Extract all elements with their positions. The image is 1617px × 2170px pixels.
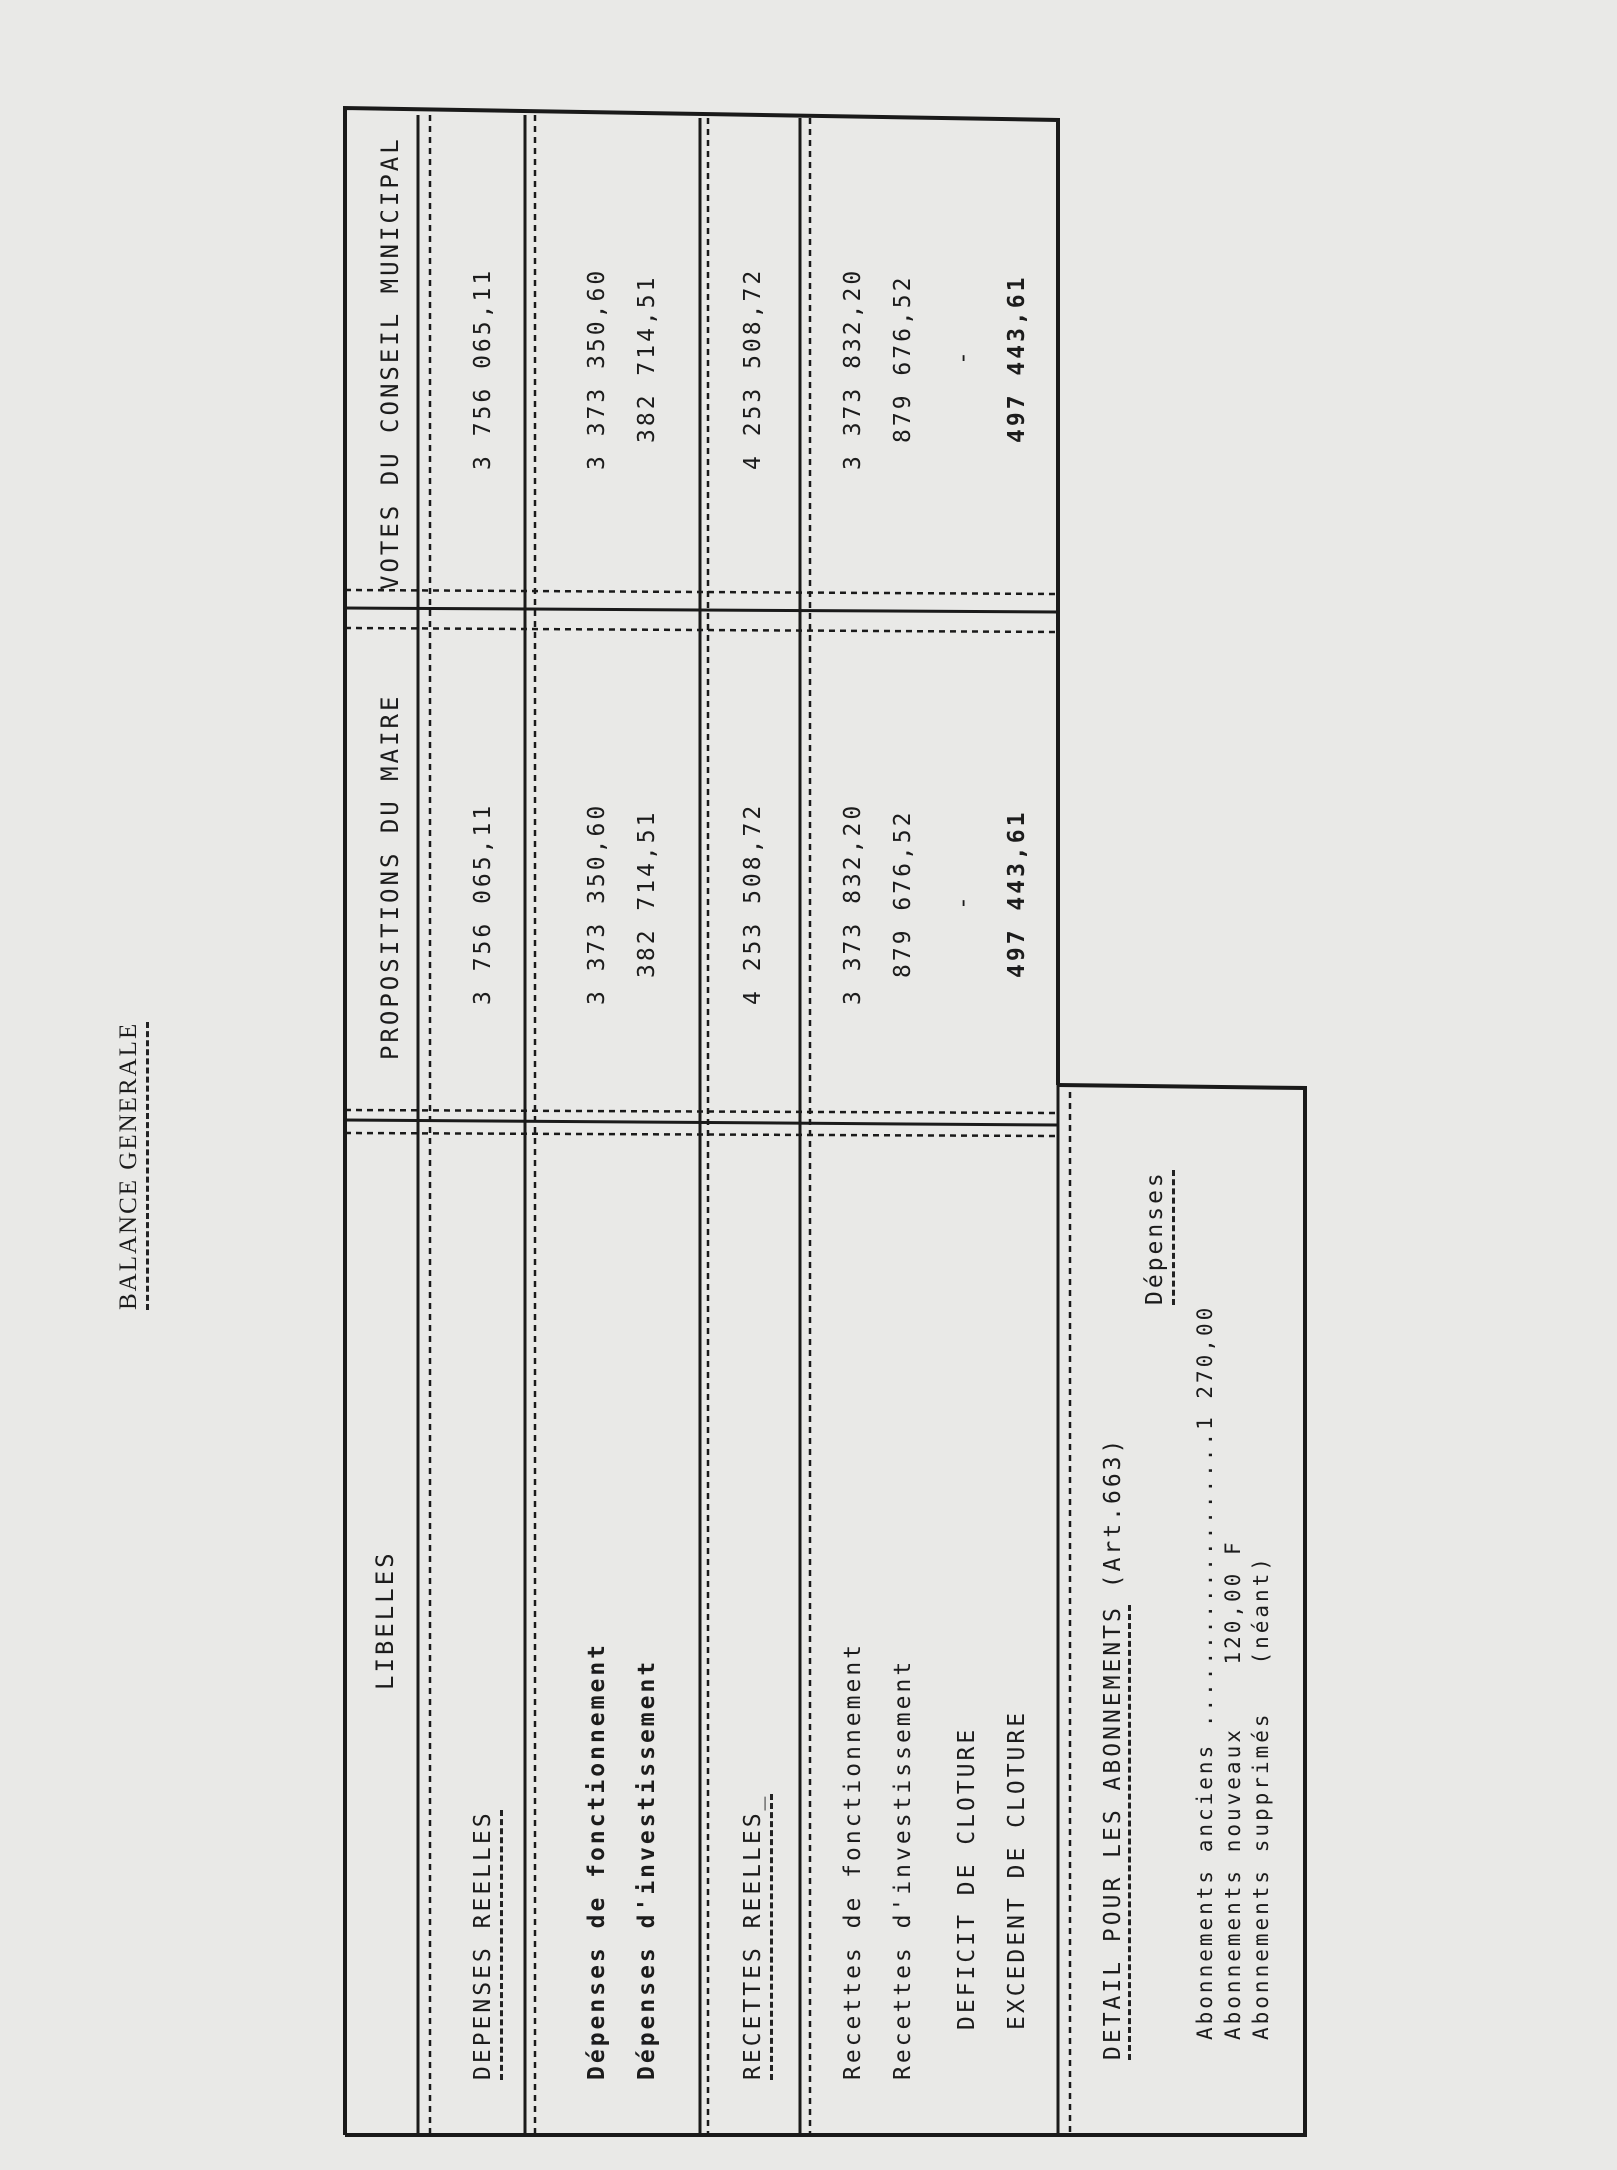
label-deficit: DEFICIT DE CLOTURE: [954, 1726, 980, 2030]
conseil-depenses-reelles: 3 756 065,11: [470, 267, 496, 470]
maire-deficit: -: [950, 893, 976, 910]
conseil-header: VOTES DU CONSEIL MUNICIPAL: [376, 136, 404, 590]
maire-rec-fonct: 3 373 832,20: [840, 802, 866, 1005]
libelles-header: LIBELLES: [371, 1550, 399, 1690]
conseil-recettes-reelles: 4 253 508,72: [740, 267, 766, 470]
conseil-dep-invest: 382 714,51: [634, 274, 660, 443]
conseil-dep-fonct: 3 373 350,60: [584, 267, 610, 470]
conseil-excedent: 497 443,61: [1004, 274, 1030, 443]
label-dep-fonct: Dépenses de fonctionnement: [584, 1641, 610, 2080]
nouveaux-label: Abonnements nouveaux: [1221, 1727, 1245, 2040]
anciens-leader: ...................: [1193, 1429, 1217, 1728]
maire-rec-invest: 879 676,52: [890, 809, 916, 978]
maire-recettes-reelles: 4 253 508,72: [740, 802, 766, 1005]
label-excedent: EXCEDENT DE CLOTURE: [1004, 1709, 1030, 2030]
maire-header: PROPOSITIONS DU MAIRE: [376, 693, 404, 1060]
label-depenses-reelles: DEPENSES REELLES: [468, 1810, 503, 2080]
anciens-label: Abonnements anciens: [1193, 1742, 1217, 2040]
conseil-rec-invest: 879 676,52: [890, 274, 916, 443]
supprimes-label: Abonnements supprimés: [1249, 1711, 1273, 2040]
label-rec-invest: Recettes d'investissement: [890, 1658, 916, 2080]
col-sep-conseil: [345, 608, 1058, 612]
dash-col-4: [345, 1133, 1058, 1136]
conseil-rec-fonct: 3 373 832,20: [840, 267, 866, 470]
detail-heading-text: DETAIL POUR LES ABONNEMENTS: [1100, 1605, 1131, 2060]
supprimes-value: (néant): [1249, 1555, 1273, 1665]
nouveaux-value: 120,00 F: [1221, 1539, 1245, 1665]
label-rec-fonct: Recettes de fonctionnement: [840, 1641, 866, 2080]
detail-col-header: Dépenses: [1140, 1170, 1175, 1305]
page-title: BALANCE GENERALE: [115, 1022, 149, 1310]
detail-box-frame: [1058, 1085, 1305, 2135]
maire-depenses-reelles: 3 756 065,11: [470, 802, 496, 1005]
maire-dep-fonct: 3 373 350,60: [584, 802, 610, 1005]
maire-dep-invest: 382 714,51: [634, 809, 660, 978]
label-recettes-reelles: RECETTES REELLES_: [738, 1794, 773, 2080]
detail-heading-art: (Art.663): [1100, 1436, 1126, 1589]
anciens-value: 1 270,00: [1193, 1304, 1217, 1430]
label-dep-invest: Dépenses d'investissement: [634, 1658, 660, 2080]
dash-col-2: [345, 1110, 1058, 1113]
maire-excedent: 497 443,61: [1004, 809, 1030, 978]
conseil-deficit: -: [950, 348, 976, 365]
